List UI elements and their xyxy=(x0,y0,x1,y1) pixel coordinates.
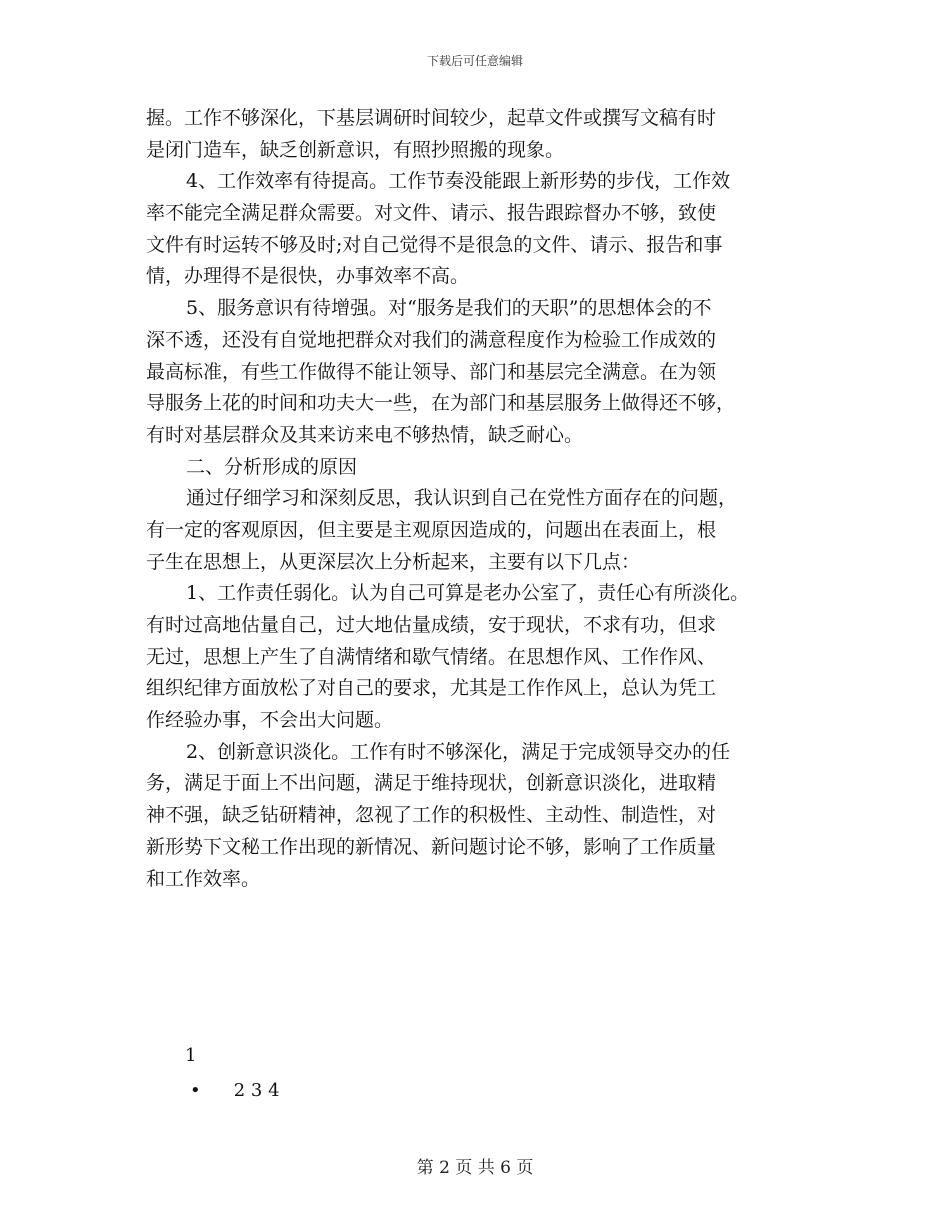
text-line: 有时过高地估量自己，过大地估量成绩，安于现状，不求有功，但求 xyxy=(146,614,717,636)
text-line: 率不能完全满足群众需要。对文件、请示、报告跟踪督办不够，致使 xyxy=(146,202,717,225)
text-line: 和工作效率。 xyxy=(146,867,261,890)
text-line: 通过仔细学习和深刻反思，我认识到自己在党性方面存在的问题， xyxy=(186,487,738,510)
text-line: 5、服务意识有待增强。对“服务是我们的天职”的思想体会的不 xyxy=(186,297,712,320)
paragraph xyxy=(146,166,826,293)
text-line: 无过，思想上产生了自满情绪和歇气情绪。在思想作风、工作作风、 xyxy=(146,645,717,668)
paragraph xyxy=(146,578,826,736)
text-line: 深不透，还没有自觉地把群众对我们的满意程度作为检验工作成效的 xyxy=(146,328,717,351)
bullet-list-line xyxy=(190,1080,280,1101)
bullet-icon: • xyxy=(190,1080,201,1101)
text-line: 新形势下文秘工作出现的新情况、新问题讨论不够，影响了工作质量 xyxy=(146,835,717,858)
text-line: 情，办理得不是很快，办事效率不高。 xyxy=(146,265,470,288)
list-number: 1 xyxy=(185,1045,197,1066)
text-line: 二、分析形成的原因 xyxy=(186,455,358,478)
text-line: 文件有时运转不够及时;对自己觉得不是很急的文件、请示、报告和事 xyxy=(146,233,723,256)
text-line: 子生在思想上，从更深层次上分析起来，主要有以下几点： xyxy=(146,550,641,573)
text-line: 最高标准，有些工作做得不能让领导、部门和基层完全满意。在为领 xyxy=(146,360,717,383)
text-line: 握。工作不够深化，下基层调研时间较少，起草文件或撰写文稿有时 xyxy=(146,107,717,129)
paragraph xyxy=(146,452,826,484)
text-line: 神不强，缺乏钻研精神，忽视了工作的积极性、主动性、制造性，对 xyxy=(146,804,717,827)
text-line: 1、工作责任弱化。认为自己可算是老办公室了，责任心有所淡化。 xyxy=(186,582,750,605)
page-header: 下载后可任意编辑 xyxy=(426,54,523,68)
text-line: 务，满足于面上不出问题，满足于维持现状，创新意识淡化，进取精 xyxy=(146,772,717,795)
text-line: 组织纪律方面放松了对自己的要求，尤其是工作作风上，总认为凭工 xyxy=(146,677,717,700)
document-body xyxy=(146,103,826,895)
text-line: 是闭门造车，缺乏创新意识，有照抄照搬的现象。 xyxy=(146,138,565,161)
page-footer: 第 2 页 共 6 页 xyxy=(416,1158,534,1178)
paragraph xyxy=(146,483,826,578)
bullet-text: 2 3 4 xyxy=(233,1080,280,1101)
text-line: 有时对基层群众及其来访来电不够热情，缺乏耐心。 xyxy=(146,423,584,446)
paragraph xyxy=(146,293,826,451)
text-line: 导服务上花的时间和功夫大一些，在为部门和基层服务上做得还不够， xyxy=(146,392,736,415)
text-line: 4、工作效率有待提高。工作节奏没能跟上新形势的步伐，工作效 xyxy=(186,170,731,193)
paragraph xyxy=(146,103,826,166)
paragraph xyxy=(146,737,826,895)
text-line: 2、创新意识淡化。工作有时不够深化，满足于完成领导交办的任 xyxy=(186,740,731,763)
text-line: 作经验办事，不会出大问题。 xyxy=(146,709,394,732)
text-line: 有一定的客观原因，但主要是主观原因造成的，问题出在表面上，根 xyxy=(146,518,717,541)
